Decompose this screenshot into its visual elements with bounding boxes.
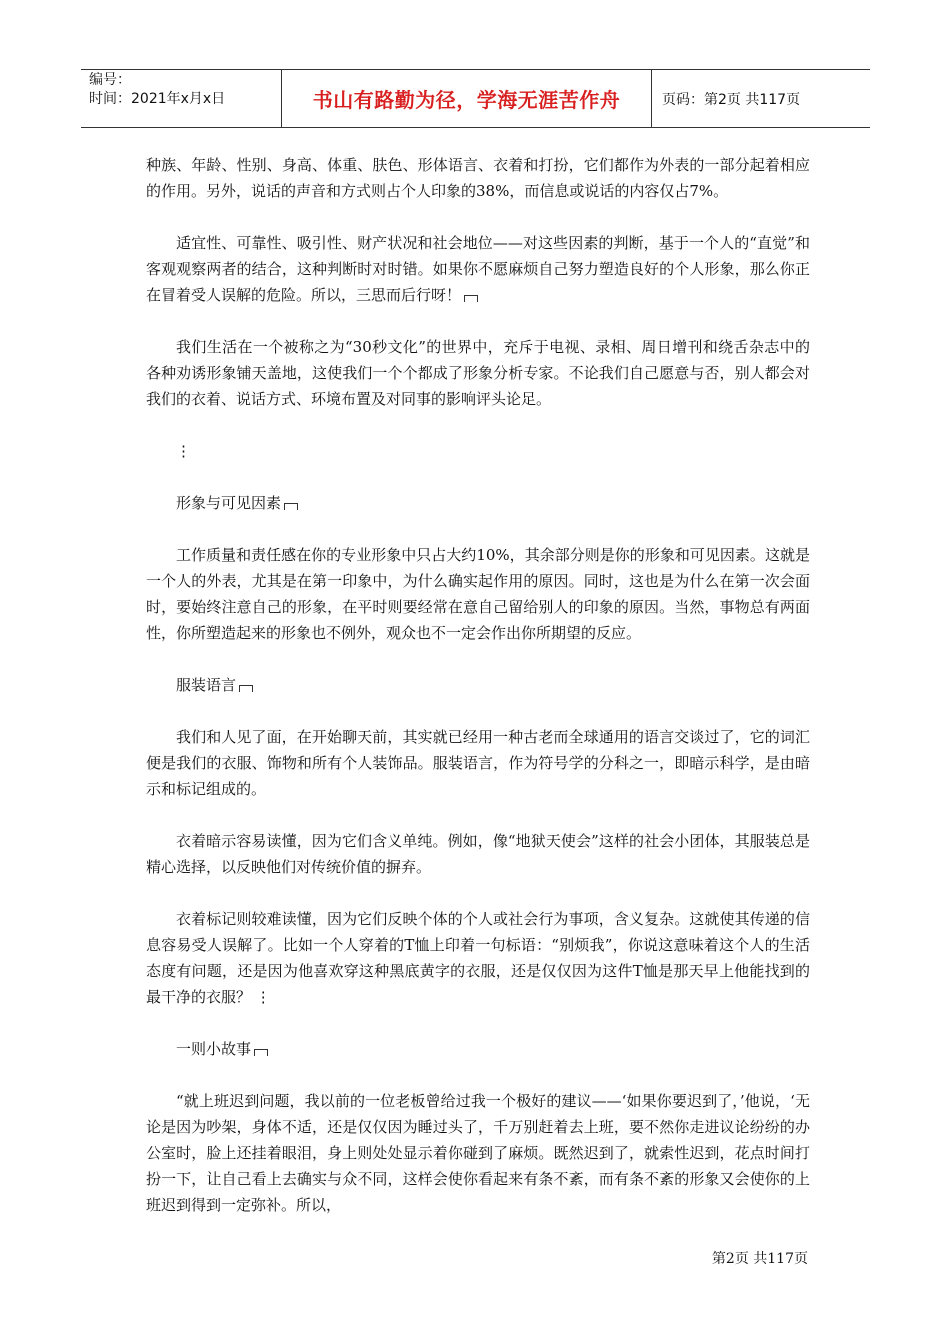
page-footer: 第2页 共117页	[711, 1251, 808, 1267]
paragraph: 工作质量和责任感在你的专业形象中只占大约10%，其余部分则是你的形象和可见因素。这就是一个人的外表，尤其是在第一印象中，为什么确实起作用的原因。同时，这也是为什么在第一次会面时，要始终注意自己的形象，在平时则要经常在意自己留给别人的印象的原因。当然，事物总有两面性，你所塑造起来的形象也不例外，观众也不一定会作出你所期望的反应。	[146, 546, 810, 642]
paragraph: 我们生活在一个被称之为“30秒文化”的世界中，充斥于电视、录相、周日增刊和绕舌杂志中的各种劝诱形象铺天盖地，这使我们一个个都成了形象分析专家。不论我们自己愿意与否，别人都会对我们的衣着、说话方式、环境布置及对同事的影响评头论足。	[146, 338, 810, 408]
paragraph-mark-icon	[254, 1049, 268, 1056]
paragraph: 衣着暗示容易读懂，因为它们含义单纯。例如，像“地狱天使会”这样的社会小团体，其服装总是精心选择，以反映他们对传统价值的摒弃。	[146, 832, 810, 876]
section-heading	[146, 490, 810, 516]
paragraph	[146, 230, 810, 308]
document-date: 时间：2021年x月x日	[89, 91, 226, 107]
page-header	[81, 69, 870, 128]
paragraph-mark-icon	[284, 503, 298, 510]
section-heading	[146, 672, 810, 698]
paragraph-text: 衣着标记则较难读懂，因为它们反映个体的个人或社会行为事项，含义复杂。这就使其传递的信息容易受人误解了。比如一个人穿着的T恤上印着一句标语：“别烦我”，你说这意味着这个人的生活态度有问题，还是因为他喜欢穿这种黑底黄字的衣服，还是仅仅因为这件T恤是那天早上他能找到的最干净的衣服？	[146, 910, 810, 1006]
ellipsis-marker: ⋮	[255, 988, 271, 1006]
paragraph-text: 适宜性、可靠性、吸引性、财产状况和社会地位——对这些因素的判断，基于一个人的“直觉”和客观观察两者的结合，这种判断时对时错。如果你不愿麻烦自己努力塑造良好的个人形象，那么你正在冒着受人误解的危险。所以，三思而后行呀！	[146, 234, 810, 304]
paragraph: 我们和人见了面，在开始聊天前，其实就已经用一种古老而全球通用的语言交谈过了，它的词汇便是我们的衣服、饰物和所有个人装饰品。服装语言，作为符号学的分科之一，即暗示科学，是由暗示和标记组成的。	[146, 728, 810, 798]
section-heading-text: 形象与可见因素	[176, 494, 282, 512]
paragraph: “就上班迟到问题，我以前的一位老板曾给过我一个极好的建议——‘如果你要迟到了，’他说，‘无论是因为吵架，身体不适，还是仅仅因为睡过头了，千万别赶着去上班，要不然你走进议论纷纷的办公室时，脸上还挂着眼泪，身上则处处显示着你碰到了麻烦。既然迟到了，就索性迟到，花点时间打扮一下，让自己看上去确实与众不同，这样会使你看起来有条不紊，而有条不紊的形象又会使你的上班迟到得到一定弥补。所以，	[146, 1092, 810, 1214]
section-heading-text: 一则小故事	[176, 1040, 252, 1058]
header-motto: 书山有路勤为径，学海无涯苦作舟	[282, 70, 652, 127]
paragraph	[146, 906, 810, 1010]
header-meta	[81, 70, 282, 127]
paragraph-mark-icon	[464, 295, 478, 302]
section-heading	[146, 1036, 810, 1062]
document-body	[146, 152, 810, 1244]
paragraph: 种族、年龄、性别、身高、体重、肤色、形体语言、衣着和打扮，它们都作为外表的一部分起着相应的作用。另外，说话的声音和方式则占个人印象的38%，而信息或说话的内容仅占7%。	[146, 156, 810, 200]
paragraph-mark-icon	[239, 685, 253, 692]
section-heading-text: 服装语言	[176, 676, 237, 694]
ellipsis-marker: ⋮	[176, 442, 191, 460]
header-page-info: 页码：第2页 共117页	[662, 91, 801, 108]
document-number: 编号：	[89, 72, 131, 88]
